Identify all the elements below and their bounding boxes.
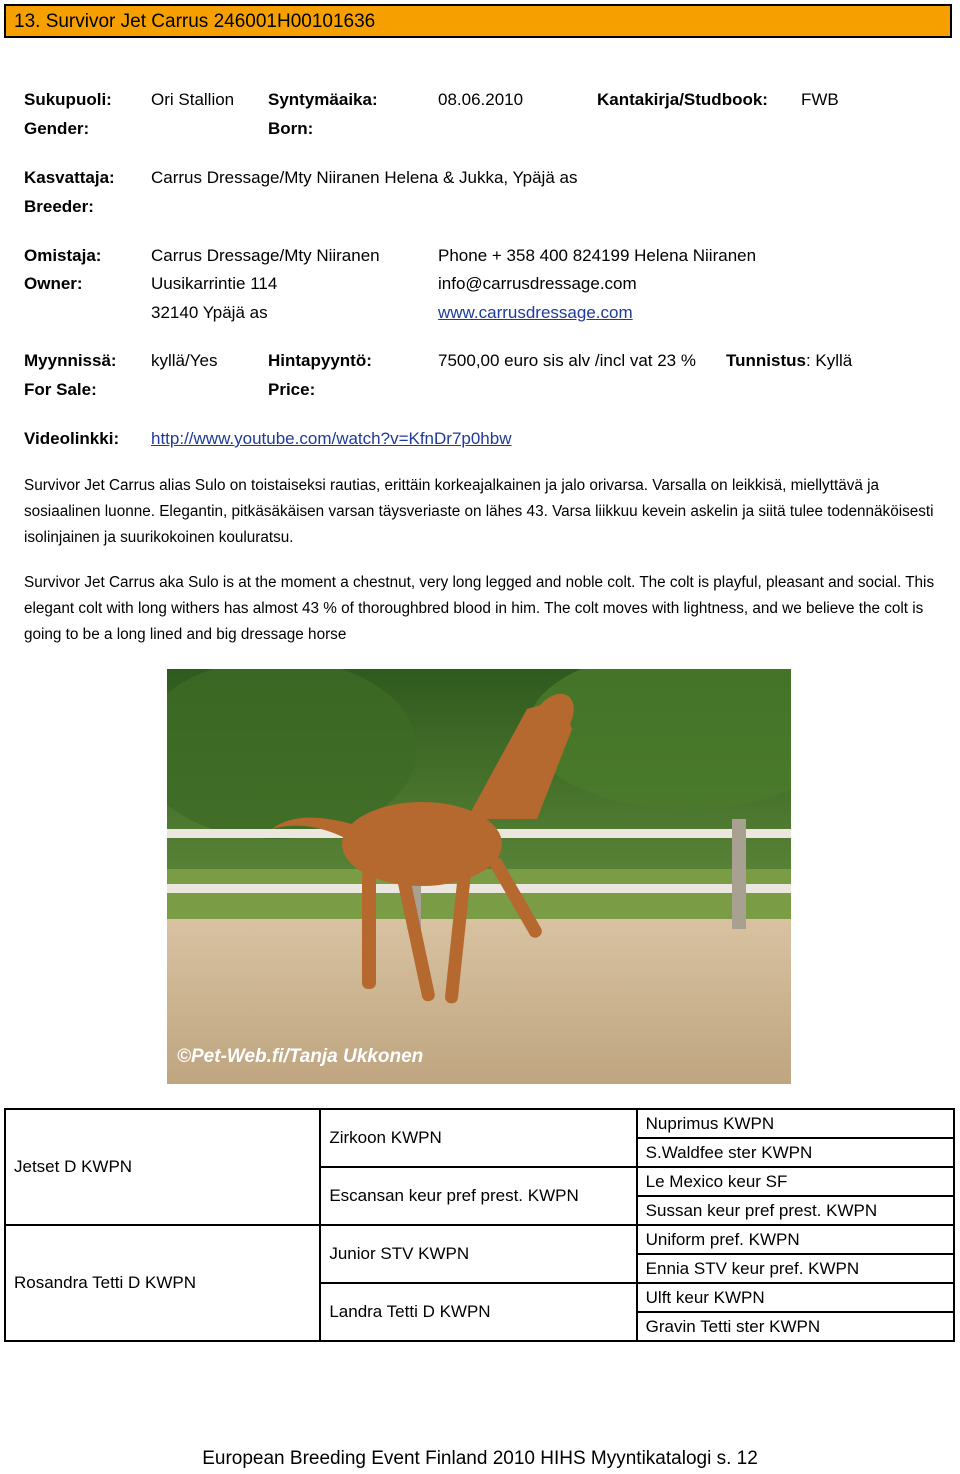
photo-watermark: ©Pet-Web.fi/Tanja Ukkonen xyxy=(177,1046,424,1067)
pedigree-dam-sire: Junior STV KWPN xyxy=(320,1225,636,1283)
pedigree-ssd: S.Waldfee ster KWPN xyxy=(637,1138,954,1167)
tunnistus xyxy=(726,351,852,371)
description-en: Survivor Jet Carrus aka Sulo is at the moment a chestnut, very long legged and noble colt. The colt is playful, pleasant and social. This elegant colt with long withers has almost 43 % of thoroughbred blood in him. The colt moves with lightness, and we believe the colt is going to be a long lined and big dressage horse xyxy=(24,574,935,643)
video-label: Videolinkki: xyxy=(24,429,120,448)
sale-value: kyllä/Yes xyxy=(151,351,218,370)
pedigree-dss: Uniform pref. KWPN xyxy=(637,1225,954,1254)
breeder-label-en: Breeder: xyxy=(24,197,94,216)
description-fi: Survivor Jet Carrus alias Sulo on toistaiseksi rautias, erittäin korkeajalkainen ja jalo orivarsa. Varsalla on leikkisä, miellyttävä ja sosiaalinen luonne. Elegantin, pitkäsäkäisen varsan täysveriaste on lähes 43. Varsa liikkuu kevein askelin ja siitä tulee todennäköisesti isolinjainen ja suurikokoinen kouluratsu. xyxy=(24,477,934,546)
owner-phone: Phone + 358 400 824199 Helena Niiranen xyxy=(438,246,757,265)
tunnistus-label: Tunnistus xyxy=(726,351,806,370)
pedigree-sire-sire: Zirkoon KWPN xyxy=(320,1109,636,1167)
born-label-fi: Syntymäaika: xyxy=(268,90,378,109)
pedigree-table xyxy=(4,1108,955,1342)
breeder-label-fi: Kasvattaja: xyxy=(24,168,115,187)
price-label-en: Price: xyxy=(268,380,316,399)
pedigree-dam: Rosandra Tetti D KWPN xyxy=(5,1225,320,1341)
price-label-fi: Hintapyyntö: xyxy=(268,351,372,370)
pedigree-ddd: Gravin Tetti ster KWPN xyxy=(637,1312,954,1341)
pedigree-dam-dam: Landra Tetti D KWPN xyxy=(320,1283,636,1341)
owner-name: Carrus Dressage/Mty Niiranen xyxy=(151,246,380,265)
studbook-value: FWB xyxy=(801,90,839,109)
owner-street: Uusikarrintie 114 xyxy=(151,274,278,293)
born-label-en: Born: xyxy=(268,119,314,138)
gender-label-en: Gender: xyxy=(24,119,90,138)
gender-label-fi: Sukupuoli: xyxy=(24,90,112,109)
owner-email[interactable]: info@carrusdressage.com xyxy=(438,274,637,293)
horse-photo-illustration xyxy=(167,669,791,1084)
pedigree-sire: Jetset D KWPN xyxy=(5,1109,320,1225)
pedigree-sds: Le Mexico keur SF xyxy=(637,1167,954,1196)
pedigree-sss: Nuprimus KWPN xyxy=(637,1109,954,1138)
page-title: 13. Survivor Jet Carrus 246001H00101636 xyxy=(14,11,376,32)
born-value: 08.06.2010 xyxy=(438,90,524,109)
gender-value: Ori Stallion xyxy=(151,90,235,109)
price-value: 7500,00 euro sis alv /incl vat 23 % xyxy=(438,351,696,370)
horse-photo xyxy=(167,669,791,1084)
sale-label-en: For Sale: xyxy=(24,380,97,399)
tunnistus-value: : Kyllä xyxy=(805,351,853,370)
owner-website-link[interactable]: www.carrusdressage.com xyxy=(438,303,633,322)
pedigree-sdd: Sussan keur pref prest. KWPN xyxy=(637,1196,954,1225)
owner-label-fi: Omistaja: xyxy=(24,246,102,265)
owner-label-en: Owner: xyxy=(24,274,83,293)
pedigree-dsd: Ennia STV keur pref. KWPN xyxy=(637,1254,954,1283)
sale-label-fi: Myynnissä: xyxy=(24,351,117,370)
title-bar xyxy=(4,4,952,38)
studbook-label: Kantakirja/Studbook: xyxy=(597,90,768,109)
breeder-value: Carrus Dressage/Mty Niiranen Helena & Jukka, Ypäjä as xyxy=(151,168,578,187)
owner-city: 32140 Ypäjä as xyxy=(151,303,268,322)
video-link[interactable]: http://www.youtube.com/watch?v=KfnDr7p0hbw xyxy=(151,429,512,448)
pedigree-dds: Ulft keur KWPN xyxy=(637,1283,954,1312)
page-footer: European Breeding Event Finland 2010 HIHS Myyntikatalogi s. 12 xyxy=(202,1448,758,1469)
pedigree-sire-dam: Escansan keur pref prest. KWPN xyxy=(320,1167,636,1225)
